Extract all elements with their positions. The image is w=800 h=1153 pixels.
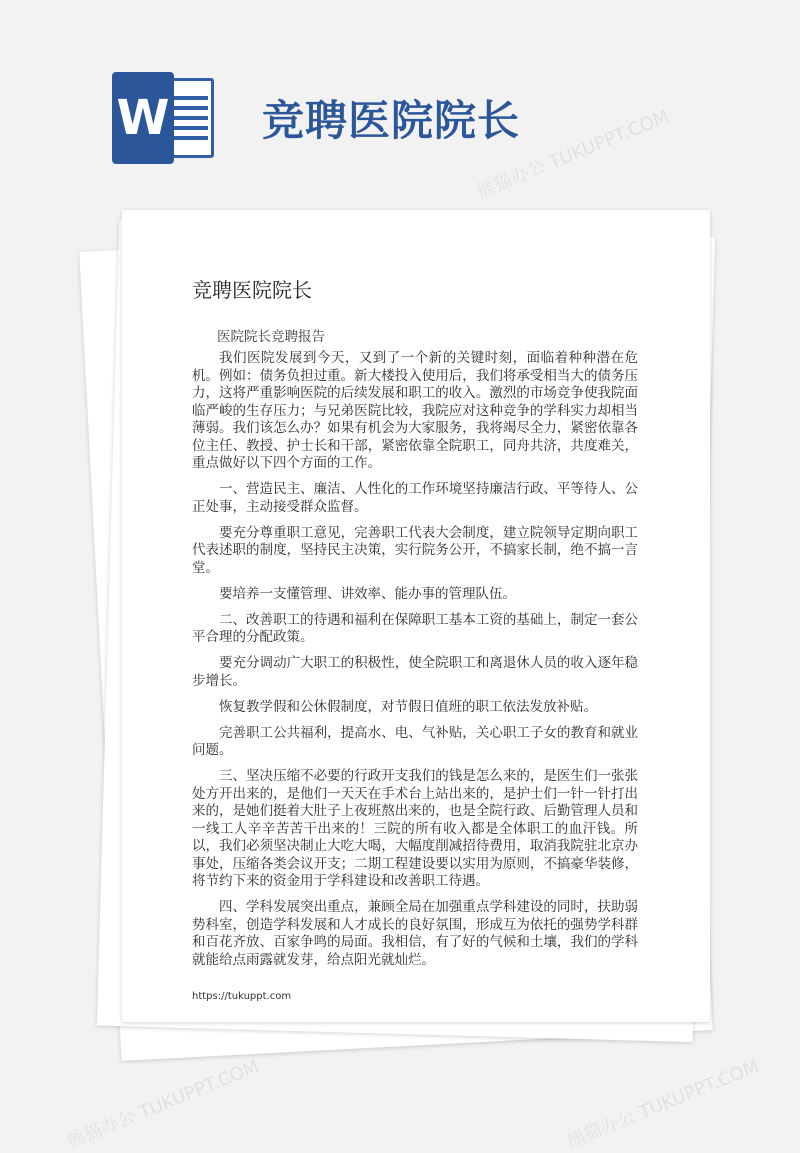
document-page xyxy=(122,210,710,1022)
word-icon-letter: W xyxy=(112,72,174,164)
header-banner xyxy=(0,0,800,200)
document-body xyxy=(192,350,638,978)
footer-link[interactable]: https://tukuppt.com xyxy=(192,991,292,1002)
word-icon-line xyxy=(170,116,208,120)
watermark: 熊猫办公 TUKUPPT.COM xyxy=(474,106,672,203)
page-title: 竞聘医院院长 xyxy=(262,96,521,145)
paragraph: 三、坚决压缩不必要的行政开支我们的钱是怎么来的，是医生们一张张处方开出来的，是他们一天天在手术台上站出来的，是护士们一针一针打出来的，是她们挺着大肚子上夜班熬出来的，也是全院行政、后勤管理人员和一线工人辛辛苦苦干出来的！三院的所有收入都是全体职工的血汗钱。所以，我们必须坚决制止大吃大喝，大幅度削减招待费用，取消我院驻北京办事处，压缩各类会议开支；二期工程建设要以实用为原则，不搞豪华装修，将节约下来的资金用于学科建设和改善职工待遇。 xyxy=(192,768,638,889)
watermark: 熊猫办公 TUKUPPT.COM xyxy=(64,1056,262,1153)
document-title: 竞聘医院院长 xyxy=(192,278,312,302)
paragraph: 要充分调动广大职工的积极性，使全院职工和离退休人员的收入逐年稳步增长。 xyxy=(192,655,638,689)
paragraph: 我们医院发展到今天，又到了一个新的关键时刻，面临着种种潜在危机。例如：债务负担过重。新大楼投入使用后，我们将承受相当大的债务压力，这将严重影响医院的后续发展和职工的收入。激烈的市场竞争使我院面临严峻的生存压力；与兄弟医院比较，我院应对这种竞争的学科实力却相当薄弱。我们该怎么办？如果有机会为大家服务，我将竭尽全力，紧密依靠各位主任、教授、护士长和干部，紧密依靠全院职工，同舟共济，共度难关，重点做好以下四个方面的工作。 xyxy=(192,350,638,471)
word-document-icon xyxy=(112,72,218,164)
word-icon-line xyxy=(170,96,208,100)
paragraph: 四、学科发展突出重点，兼顾全局在加强重点学科建设的同时，扶助弱势科室，创造学科发展和人才成长的良好氛围，形成互为依托的强势学科群和百花齐放、百家争鸣的局面。我相信，有了好的气候和土壤，我们的学科就能给点雨露就发芽，给点阳光就灿烂。 xyxy=(192,899,638,968)
paragraph: 完善职工公共福利，提高水、电、气补贴，关心职工子女的教育和就业问题。 xyxy=(192,724,638,758)
word-icon-line xyxy=(170,136,208,140)
paragraph: 要充分尊重职工意见，完善职工代表大会制度，建立院领导定期向职工代表述职的制度，坚持民主决策，实行院务公开，不搞家长制，绝不搞一言堂。 xyxy=(192,524,638,576)
paragraph: 要培养一支懂管理、讲效率、能办事的管理队伍。 xyxy=(219,585,516,602)
document-subtitle: 医院院长竞聘报告 xyxy=(217,329,325,345)
paragraph: 恢复教学假和公休假制度，对节假日值班的职工依法发放补贴。 xyxy=(219,698,597,715)
paragraph: 一、营造民主、廉洁、人性化的工作环境坚持廉洁行政、平等待人、公正处事，主动接受群众监督。 xyxy=(192,481,638,515)
word-icon-line xyxy=(170,126,208,130)
word-icon-line xyxy=(170,106,208,110)
watermark: 熊猫办公 TUKUPPT.COM xyxy=(564,1056,762,1153)
paragraph: 二、改善职工的待遇和福利在保障职工基本工资的基础上，制定一套公平合理的分配政策。 xyxy=(192,611,638,645)
